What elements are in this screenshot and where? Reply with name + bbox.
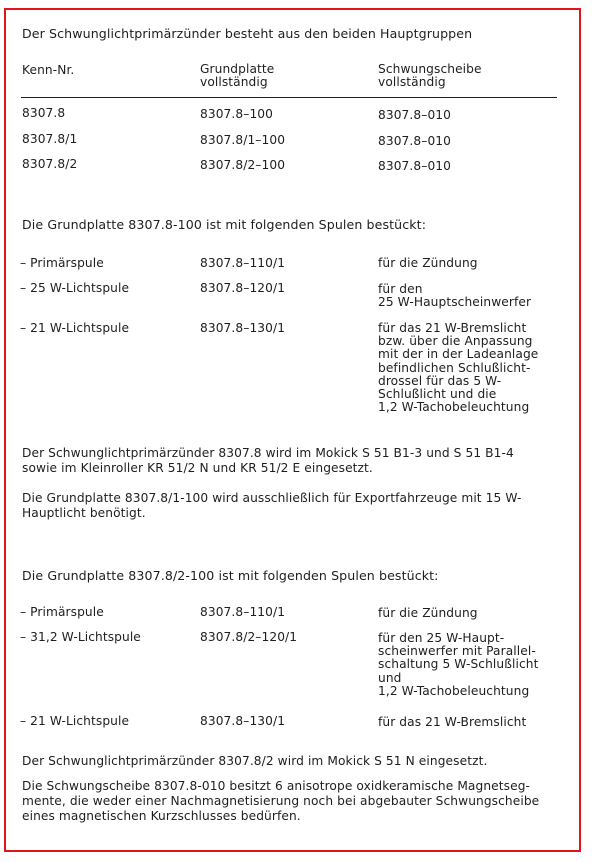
coil-name: – Primärspule <box>20 605 104 619</box>
header-line: Grundplatte <box>200 62 275 76</box>
cell-grundplatte: 8307.8–100 <box>200 107 274 121</box>
coil-purpose <box>378 322 538 414</box>
coil-name: – Primärspule <box>20 256 104 270</box>
purpose-line: drossel für das 5 W- <box>378 373 502 388</box>
export-paragraph <box>22 491 522 521</box>
coil-purpose <box>378 632 538 698</box>
coil-part-number: 8307.8/2–120/1 <box>200 630 298 644</box>
paragraph-line: Die Schwungscheibe 8307.8-010 besitzt 6 anisotrope oxidkeramische Magnetseg- <box>22 779 531 793</box>
section1-heading: Die Grundplatte 8307.8-100 ist mit folgenden Spulen bestückt: <box>22 217 427 232</box>
usage-paragraph <box>22 446 514 476</box>
paragraph-line: Der Schwunglichtprimärzünder 8307.8 wird im Mokick S 51 B1-3 und S 51 B1-4 <box>22 446 514 460</box>
coil-name: – 21 W-Lichtspule <box>20 714 130 728</box>
cell-schwungscheibe: 8307.8–010 <box>378 134 452 148</box>
cell-grundplatte: 8307.8/1–100 <box>200 133 286 147</box>
paragraph-line: Hauptlicht benötigt. <box>22 506 146 520</box>
coil-purpose <box>378 257 478 270</box>
coil-part-number: 8307.8–130/1 <box>200 714 286 728</box>
coil-part-number: 8307.8–110/1 <box>200 256 286 270</box>
cell-kenn-nr: 8307.8 <box>22 106 66 120</box>
purpose-line: und <box>378 670 402 685</box>
table-header-rule <box>21 97 557 98</box>
coil-name: – 21 W-Lichtspule <box>20 321 130 335</box>
purpose-line: befindlichen Schlußlicht- <box>378 360 531 375</box>
purpose-line: mit der in der Ladeanlage <box>378 347 539 362</box>
paragraph-line: mente, die weder einer Nachmagnetisierung noch bei abgebauter Schwungscheibe <box>22 794 540 808</box>
paragraph-line: sowie im Kleinroller KR 51/2 N und KR 51/2 E eingesetzt. <box>22 461 373 475</box>
purpose-line: 1,2 W-Tachobeleuchtung <box>378 400 530 415</box>
purpose-line: für den 25 W-Haupt- <box>378 631 505 645</box>
table-header-schwungscheibe <box>378 63 482 89</box>
header-line: vollständig <box>200 75 268 90</box>
header-line: Schwungscheibe <box>378 62 482 76</box>
coil-purpose <box>378 283 531 309</box>
cell-schwungscheibe: 8307.8–010 <box>378 159 452 173</box>
purpose-line: für den <box>378 282 423 296</box>
purpose-line: Schlußlicht und die <box>378 387 497 402</box>
purpose-line: für das 21 W-Bremslicht <box>378 715 527 729</box>
paragraph-line: Die Grundplatte 8307.8/1-100 wird ausschließlich für Exportfahrzeuge mit 15 W- <box>22 491 522 505</box>
coil-part-number: 8307.8–130/1 <box>200 321 286 335</box>
purpose-line: 1,2 W-Tachobeleuchtung <box>378 683 530 698</box>
cell-kenn-nr: 8307.8/1 <box>22 132 78 146</box>
table-header-kenn-nr: Kenn-Nr. <box>22 63 75 77</box>
purpose-line: 25 W-Hauptscheinwerfer <box>378 295 532 310</box>
coil-purpose <box>378 716 526 729</box>
purpose-line: für die Zündung <box>378 256 478 270</box>
purpose-line: schaltung 5 W-Schlußlicht <box>378 657 539 672</box>
section2-heading: Die Grundplatte 8307.8/2-100 ist mit folgenden Spulen bestückt: <box>22 568 439 583</box>
cell-grundplatte: 8307.8/2–100 <box>200 158 286 172</box>
purpose-line: für das 21 W-Bremslicht <box>378 321 527 335</box>
intro-text: Der Schwunglichtprimärzünder besteht aus den beiden Hauptgruppen <box>22 26 473 41</box>
coil-name: – 31,2 W-Lichtspule <box>20 630 141 644</box>
coil-purpose <box>378 607 478 620</box>
cell-kenn-nr: 8307.8/2 <box>22 157 78 171</box>
paragraph-line: eines magnetischen Kurzschlusses bedürfen. <box>22 809 301 823</box>
purpose-line: für die Zündung <box>378 606 478 620</box>
s51n-paragraph: Der Schwunglichtprimärzünder 8307.8/2 wird im Mokick S 51 N eingesetzt. <box>22 754 488 768</box>
purpose-line: bzw. über die Anpassung <box>378 334 533 349</box>
purpose-line: scheinwerfer mit Parallel- <box>378 644 536 659</box>
coil-part-number: 8307.8–110/1 <box>200 605 286 619</box>
cell-schwungscheibe: 8307.8–010 <box>378 108 452 122</box>
table-header-grundplatte <box>200 63 274 89</box>
coil-part-number: 8307.8–120/1 <box>200 281 286 295</box>
coil-name: – 25 W-Lichtspule <box>20 281 130 295</box>
flywheel-paragraph <box>22 779 539 824</box>
header-line: vollständig <box>378 75 446 90</box>
